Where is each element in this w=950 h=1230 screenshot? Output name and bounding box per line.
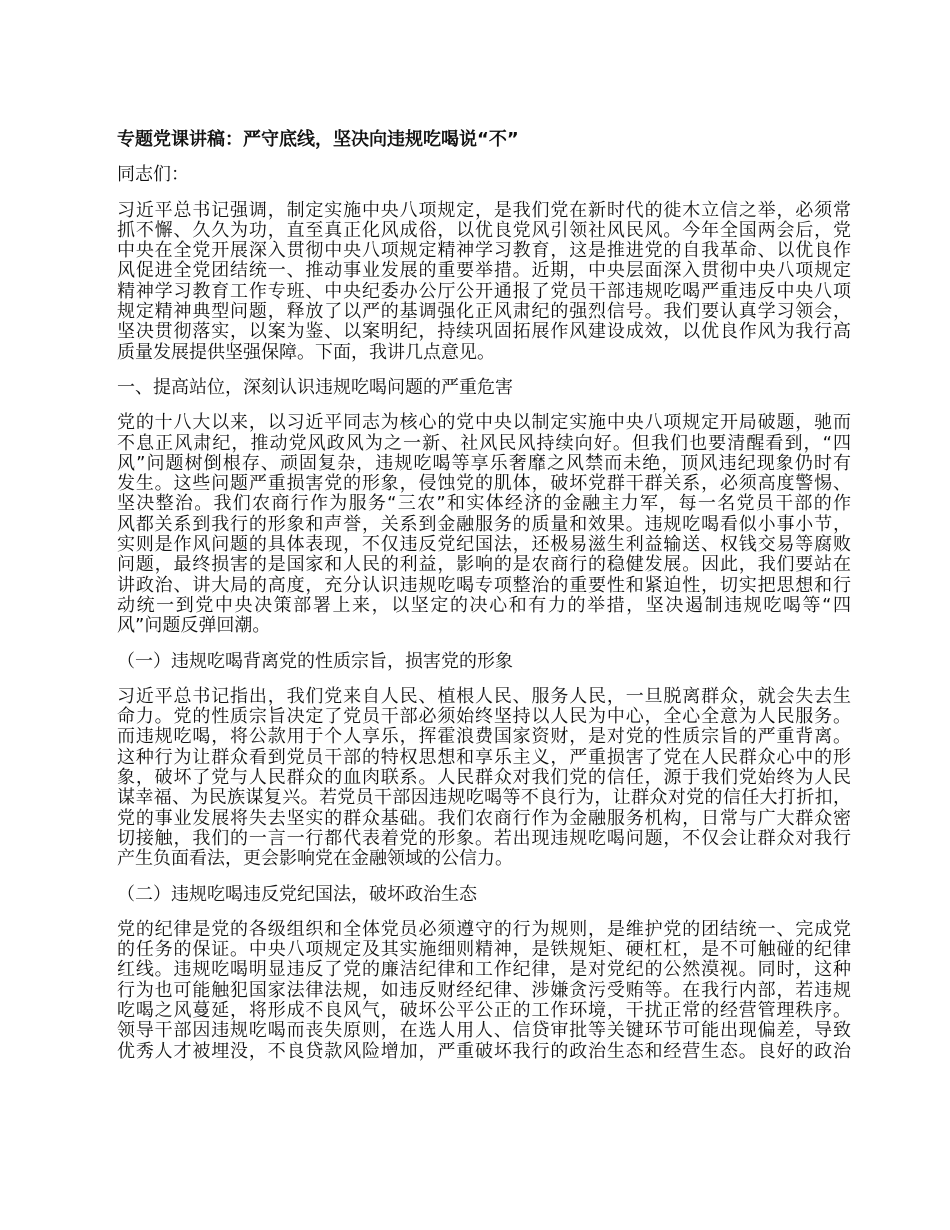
text-line: 谋幸福、为民族谋复兴。若党员干部因违规吃喝等不良行为，让群众对党的信任大打折扣， — [117, 787, 851, 809]
text-line: 而违规吃喝，将公款用于个人享乐，挥霍浪费国家资财，是对党的性质宗旨的严重背离。 — [117, 726, 851, 748]
text-line: 中央在全党开展深入贯彻中央八项规定精神学习教育，这是推进党的自我革命、以优良作 — [117, 240, 851, 262]
text-line: 命力。党的性质宗旨决定了党员干部必须始终坚持以人民为中心，全心全意为人民服务。 — [117, 706, 851, 728]
text-line: 质量发展提供坚强保障。下面，我讲几点意见。 — [117, 341, 495, 363]
text-line: 切接触，我们的一言一行都代表着党的形象。若出现违规吃喝问题，不仅会让群众对我行 — [117, 827, 851, 849]
text-line: 一、提高站位，深刻认识违规吃喝问题的严重危害 — [117, 376, 513, 398]
text-line: 发生。这些问题严重损害党的形象，侵蚀党的肌体，破坏党群干群关系，必须高度警惕、 — [117, 473, 851, 495]
text-line: 行为也可能触犯国家法律法规，如违反财经纪律、涉嫌贪污受贿等。在我行内部，若违规 — [117, 979, 851, 1001]
body-paragraph — [117, 920, 851, 1062]
text-line: 实则是作风问题的具体表现，不仅违反党纪国法，还极易滋生利益输送、权钱交易等腐败 — [117, 534, 851, 556]
text-line: 优秀人才被埋没，不良贷款风险增加，严重破坏我行的政治生态和经营生态。良好的政治 — [117, 1040, 851, 1062]
text-line: 领导干部因违规吃喝而丧失原则，在选人用人、信贷审批等关键环节可能出现偏差，导致 — [117, 1020, 851, 1042]
text-line: 坚决整治。我们农商行作为服务“三农”和实体经济的金融主力军，每一名党员干部的作 — [117, 493, 851, 515]
text-line: 动统一到党中央决策部署上来，以坚定的决心和有力的举措，坚决遏制违规吃喝等“四 — [117, 594, 851, 616]
text-line: 习近平总书记强调，制定实施中央八项规定，是我们党在新时代的徙木立信之举，必须常 — [117, 199, 851, 221]
text-line: 党的事业发展将失去坚实的群众基础。我们农商行作为金融服务机构，日常与广大群众密 — [117, 807, 851, 829]
body-paragraph — [117, 413, 851, 636]
text-line: （一）违规吃喝背离党的性质宗旨，损害党的形象 — [117, 650, 513, 672]
text-line: 精神学习教育工作专班、中央纪委办公厅公开通报了党员干部违规吃喝严重违反中央八项 — [117, 280, 851, 302]
body-paragraph — [117, 201, 851, 363]
text-line: 讲政治、讲大局的高度，充分认识违规吃喝专项整治的重要性和紧迫性，切实把思想和行 — [117, 574, 851, 596]
document-title — [117, 130, 851, 150]
text-line: 象，破坏了党与人民群众的血肉联系。人民群众对我们党的信任，源于我们党始终为人民 — [117, 767, 851, 789]
text-line: 风”问题树倒根存、顽固复杂，违规吃喝等享乐奢靡之风禁而未绝，顶风违纪现象仍时有 — [117, 452, 851, 474]
text-line: 红线。违规吃喝明显违反了党的廉洁纪律和工作纪律，是对党纪的公然漠视。同时，这种 — [117, 959, 851, 981]
section-heading — [117, 652, 851, 672]
text-line: 吃喝之风蔓延，将形成不良风气，破坏公平公正的工作环境，干扰正常的经营管理秩序。 — [117, 999, 851, 1021]
section-heading — [117, 378, 851, 398]
text-line: 的任务的保证。中央八项规定及其实施细则精神，是铁规矩、硬杠杠，是不可触碰的纪律 — [117, 939, 851, 961]
text-line: （二）违规吃喝违反党纪国法，破坏政治生态 — [117, 883, 477, 905]
text-line: 风”问题反弹回潮。 — [117, 615, 271, 637]
text-line: 党的十八大以来，以习近平同志为核心的党中央以制定实施中央八项规定开局破题，驰而 — [117, 412, 851, 434]
salutation-line: 同志们： — [117, 164, 189, 186]
text-line: 习近平总书记指出，我们党来自人民、植根人民、服务人民，一旦脱离群众，就会失去生 — [117, 685, 851, 707]
text-line: 这种行为让群众看到党员干部的特权思想和享乐主义，严重损害了党在人民群众心中的形 — [117, 746, 851, 768]
text-line: 规定精神典型问题，释放了以严的基调强化正风肃纪的强烈信号。我们要认真学习领会， — [117, 301, 851, 323]
salutation — [117, 165, 851, 185]
text-line: 党的纪律是党的各级组织和全体党员必须遵守的行为规则，是维护党的团结统一、完成党 — [117, 918, 851, 940]
section-heading — [117, 885, 851, 905]
text-line: 不息正风肃纪，推动党风政风为之一新、社风民风持续向好。但我们也要清醒看到，“四 — [117, 432, 851, 454]
text-line: 坚决贯彻落实，以案为鉴、以案明纪，持续巩固拓展作风建设成效，以优良作风为我行高 — [117, 321, 851, 343]
text-line: 产生负面看法，更会影响党在金融领域的公信力。 — [117, 848, 513, 870]
body-paragraph — [117, 687, 851, 870]
text-line: 风促进全党团结统一、推动事业发展的重要举措。近期，中央层面深入贯彻中央八项规定 — [117, 260, 851, 282]
text-line: 抓不懈、久久为功，直至真正化风成俗，以优良党风引领社风民风。今年全国两会后，党 — [117, 219, 851, 241]
text-line: 风都关系到我行的形象和声誉，关系到金融服务的质量和效果。违规吃喝看似小事小节， — [117, 513, 851, 535]
document-body — [117, 130, 851, 1077]
text-line: 问题，最终损害的是国家和人民的利益，影响的是农商行的稳健发展。因此，我们要站在 — [117, 554, 851, 576]
title-line: 专题党课讲稿：严守底线，坚决向违规吃喝说“不” — [117, 129, 519, 150]
